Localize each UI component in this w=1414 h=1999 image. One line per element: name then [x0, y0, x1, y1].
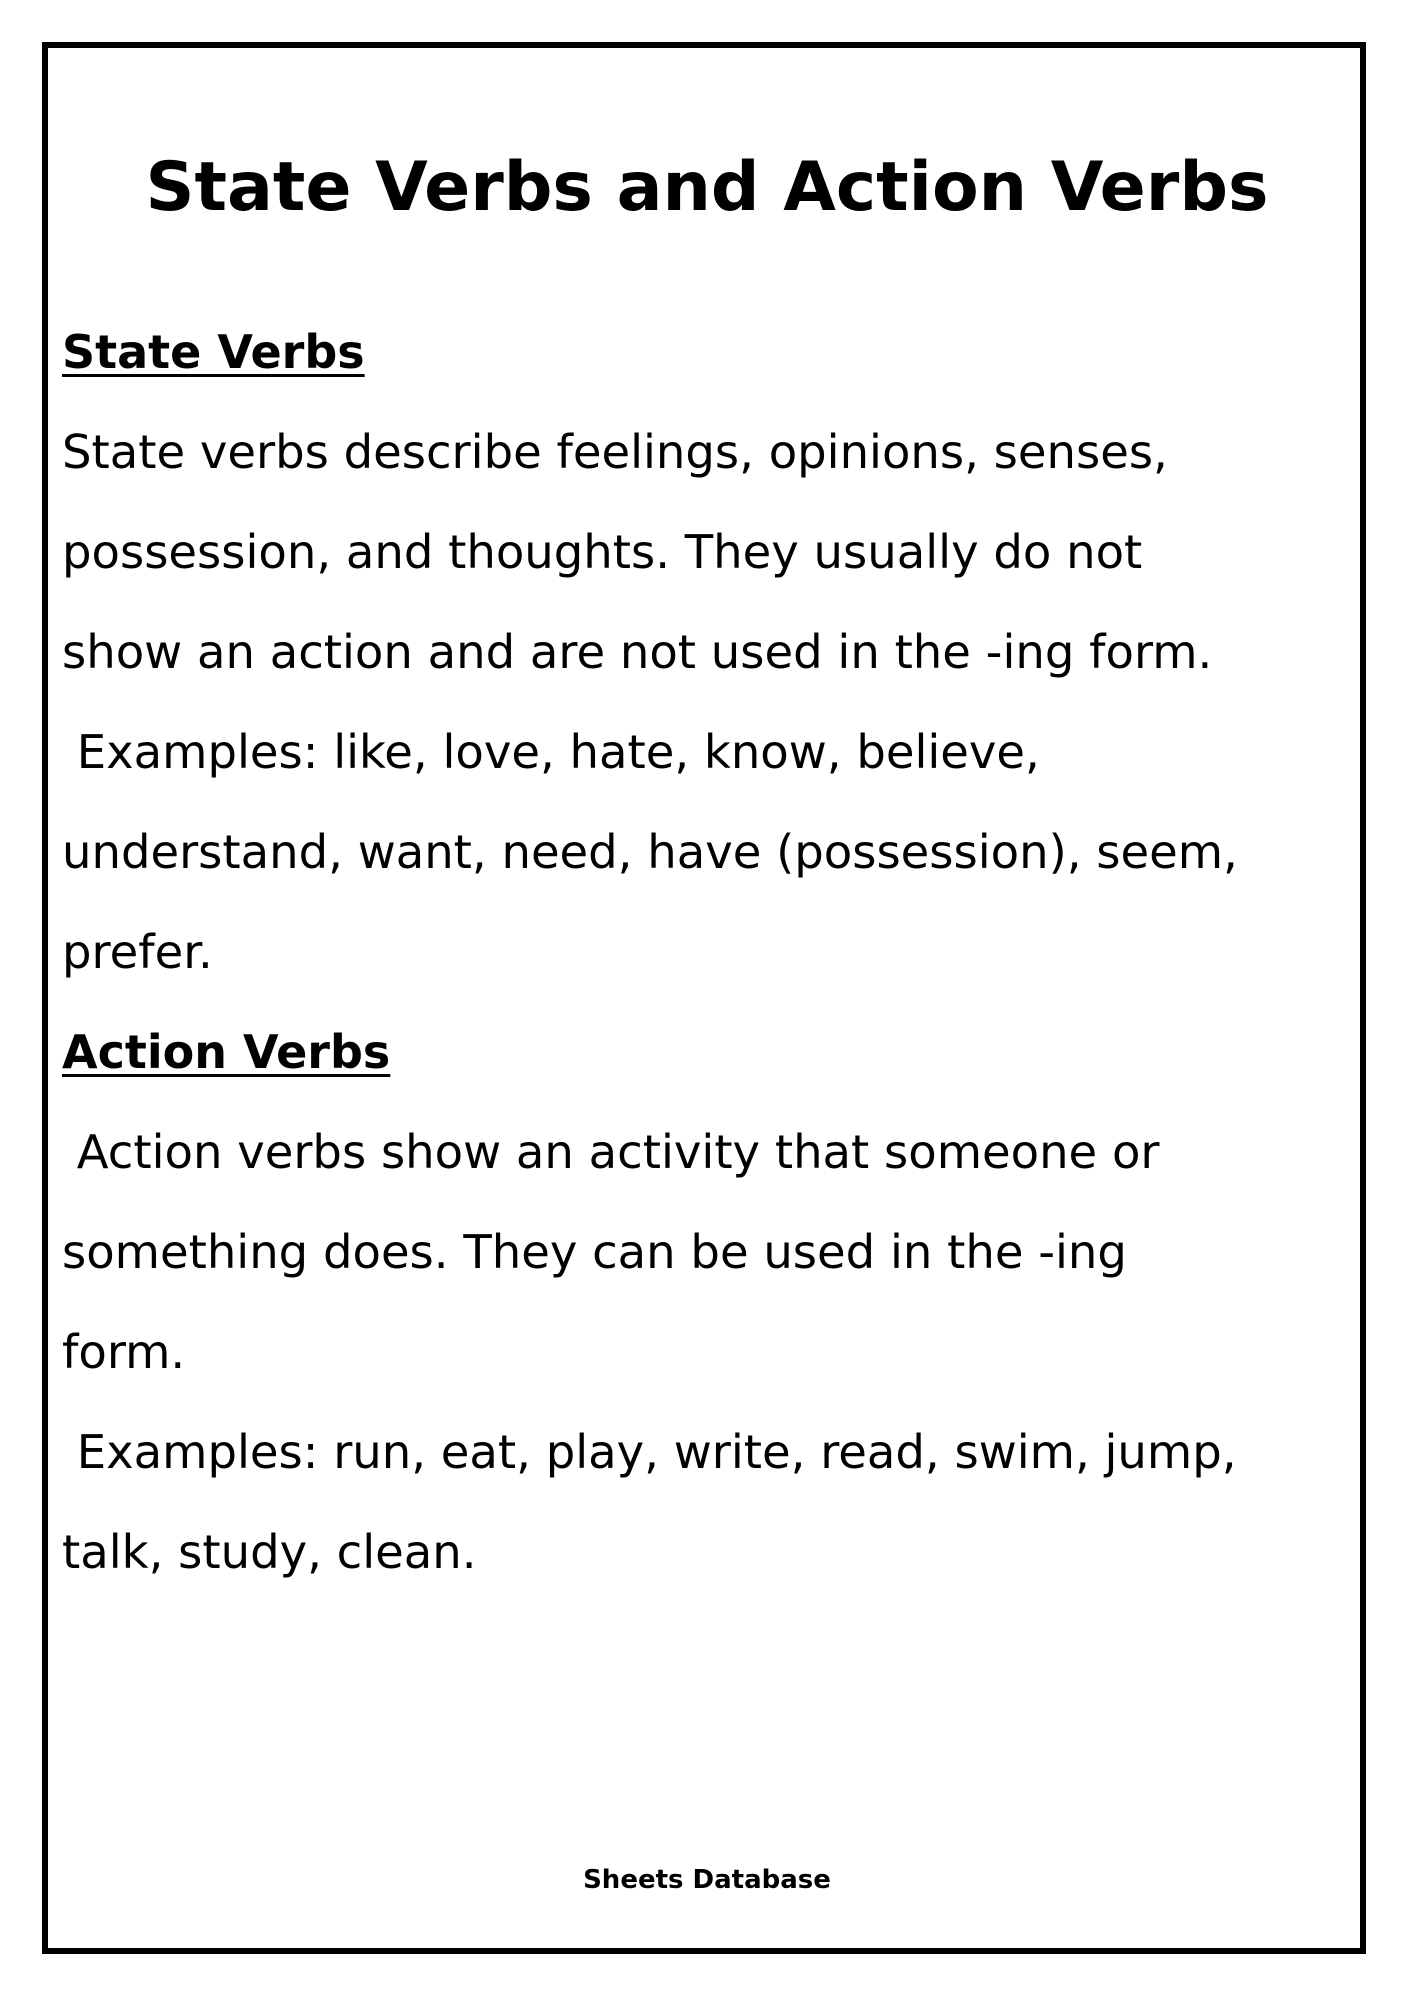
state-verbs-examples-line: prefer.	[62, 925, 213, 979]
worksheet-content	[62, 302, 1352, 1602]
page-title: State Verbs and Action Verbs	[145, 148, 1269, 227]
section-heading-state-verbs: State Verbs	[62, 325, 365, 379]
action-verbs-examples-line: Examples: run, eat, play, write, read, swim, jump,	[62, 1425, 1237, 1479]
footer-credit: Sheets Database	[583, 1865, 831, 1895]
state-verbs-text-line: possession, and thoughts. They usually do not	[62, 525, 1143, 579]
action-verbs-examples-line: talk, study, clean.	[62, 1525, 477, 1579]
state-verbs-examples-line: Examples: like, love, hate, know, believe,	[62, 725, 1040, 779]
state-verbs-text-line: show an action and are not used in the -ing form.	[62, 625, 1213, 679]
state-verbs-text-line: State verbs describe feelings, opinions, senses,	[62, 425, 1168, 479]
action-verbs-text-line: Action verbs show an activity that someone or	[62, 1125, 1160, 1179]
section-heading-action-verbs: Action Verbs	[62, 1025, 391, 1079]
action-verbs-text-line: something does. They can be used in the -ing	[62, 1225, 1127, 1279]
state-verbs-examples-line: understand, want, need, have (possession), seem,	[62, 825, 1238, 879]
action-verbs-text-line: form.	[62, 1325, 186, 1379]
